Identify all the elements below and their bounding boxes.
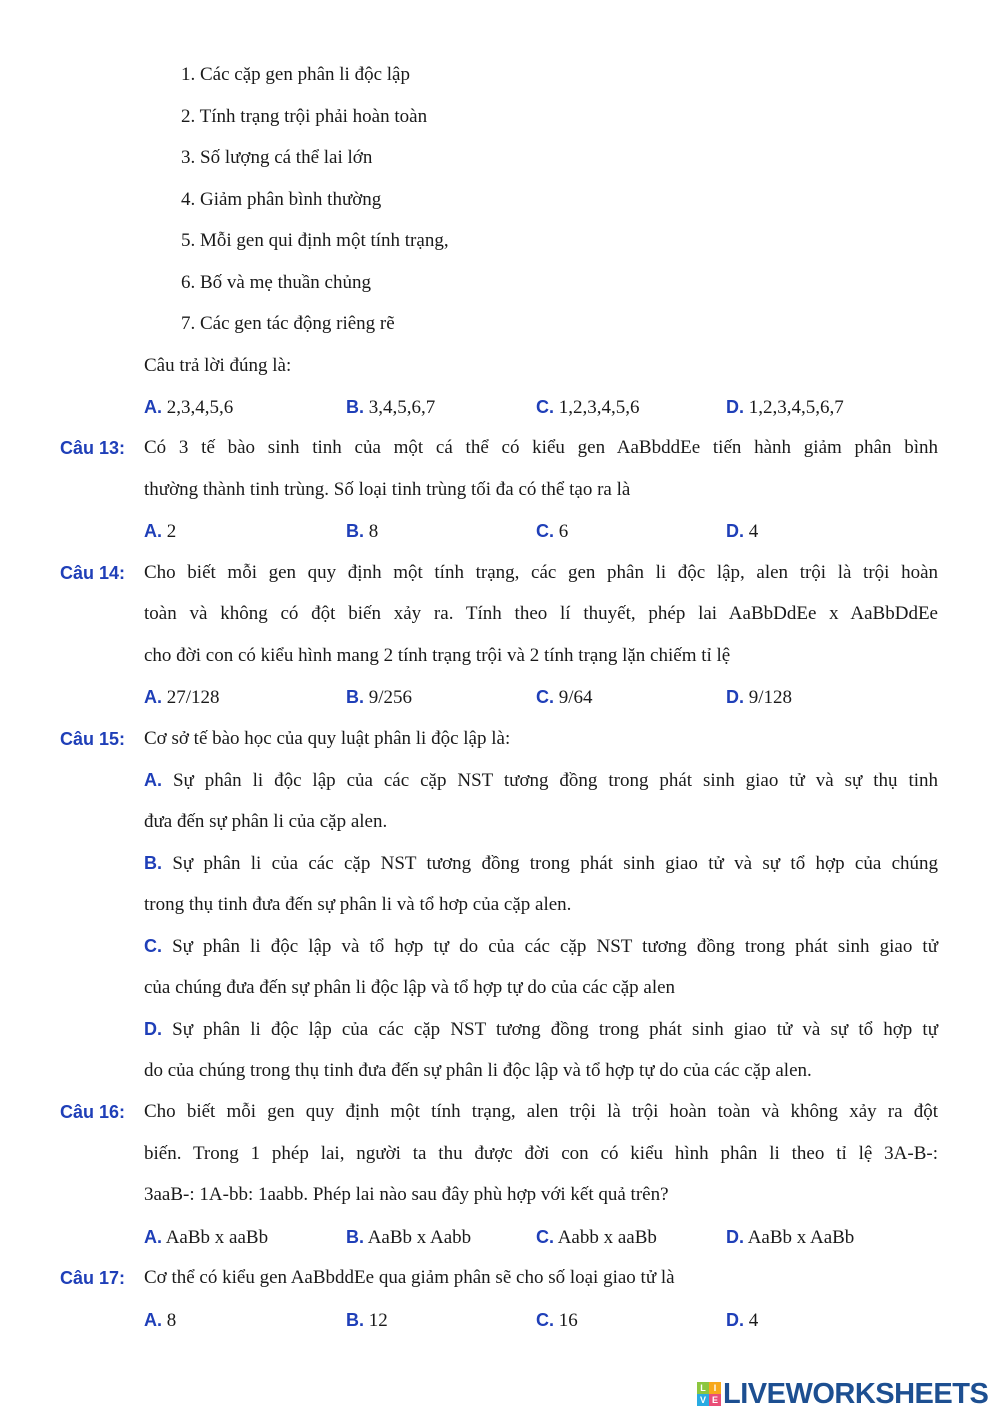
intro-item-6: 6. Bố và mẹ thuần chủng (181, 272, 371, 293)
option-label: A. (144, 1310, 162, 1330)
q14-option-a[interactable] (144, 685, 220, 710)
q17-option-b[interactable] (346, 1308, 388, 1333)
intro-item-4: 4. Giảm phân bình thường (181, 189, 382, 210)
q14-option-c[interactable] (536, 685, 593, 710)
option-text: 8 (368, 521, 379, 542)
q13-option-a[interactable] (144, 519, 176, 544)
q17-option-a[interactable] (144, 1308, 176, 1333)
intro-item-3: 3. Số lượng cá thể lai lớn (181, 147, 373, 168)
option-label: C. (536, 1310, 554, 1330)
q13-option-b[interactable] (346, 519, 378, 544)
q17-option-d[interactable] (726, 1308, 758, 1333)
q16-number: Câu 16: (60, 1102, 126, 1122)
badge-letter-v: V (697, 1394, 709, 1406)
q15-option-d[interactable] (144, 1017, 938, 1042)
option-text: 9/64 (558, 687, 593, 708)
q15-option-a-cont: đưa đến sự phân li của cặp alen. (144, 811, 388, 832)
option-label: C. (536, 397, 554, 417)
option-text: Sự phân li của các cặp NST tương đồng trong phát sinh giao tử và sự tổ hợp của chúng (172, 853, 939, 874)
q14-line-1: Cho biết mỗi gen quy định một tính trạng, các gen phân li độc lập, alen trội là trội hoàn (144, 562, 938, 583)
q13-line-1: Có 3 tế bào sinh tinh của một cá thể có kiểu gen AaBbddEe tiến hành giảm phân bình (144, 437, 938, 458)
option-label: B. (346, 1310, 364, 1330)
q17-number: Câu 17: (60, 1268, 126, 1288)
q12-option-b[interactable] (346, 395, 435, 420)
logo-brand-text: LIVEWORKSHEETS (723, 1377, 989, 1410)
q15-option-b-cont: trong thụ tinh đưa đến sự phân li và tổ hơp của cặp alen. (144, 894, 572, 915)
liveworksheets-logo (697, 1378, 988, 1410)
q12-prompt: Câu trả lời đúng là: (144, 355, 292, 376)
q17-option-c[interactable] (536, 1308, 578, 1333)
option-text: AaBb x AaBb (747, 1227, 855, 1248)
q13-option-c[interactable] (536, 519, 568, 544)
badge-letter-e: E (709, 1394, 721, 1406)
q15-option-c[interactable] (144, 934, 938, 959)
option-text: 16 (558, 1310, 578, 1331)
q16-option-a[interactable] (144, 1225, 268, 1250)
q12-option-c[interactable] (536, 395, 640, 420)
q12-option-a[interactable] (144, 395, 233, 420)
option-label: B. (346, 521, 364, 541)
option-label: D. (726, 687, 744, 707)
q15-option-d-cont: do của chúng trong thụ tinh đưa đến sự phân li độc lập và tổ hợp tự do của các cặp alen. (144, 1060, 812, 1081)
option-text: Sự phân li độc lập và tổ hợp tự do của các cặp NST tương đồng trong phát sinh giao tử (172, 936, 939, 957)
option-label: D. (726, 1227, 744, 1247)
q17-stem: Cơ thể có kiểu gen AaBbddEe qua giảm phân sẽ cho số loại giao tử là (144, 1267, 675, 1288)
option-label: C. (536, 1227, 554, 1247)
q13-number: Câu 13: (60, 438, 126, 458)
option-label: A. (144, 687, 162, 707)
option-text: Aabb x aaBb (557, 1227, 657, 1248)
option-text: 12 (368, 1310, 388, 1331)
option-text: AaBb x Aabb (367, 1227, 472, 1248)
q15-option-c-cont: của chúng đưa đến sự phân li độc lập và tổ hợp tự do của các cặp alen (144, 977, 676, 998)
option-text: 3,4,5,6,7 (368, 397, 436, 418)
option-text: AaBb x aaBb (165, 1227, 269, 1248)
q16-option-c[interactable] (536, 1225, 657, 1250)
q16-line-3: 3aaB-: 1A-bb: 1aabb. Phép lai nào sau đây phù hợp với kết quả trên? (144, 1184, 669, 1205)
q14-line-2: toàn và không có đột biến xảy ra. Tính theo lí thuyết, phép lai AaBbDdEe x AaBbDdEe (144, 603, 938, 624)
logo-badge-icon (697, 1382, 721, 1406)
intro-item-1: 1. Các cặp gen phân li độc lập (181, 64, 410, 85)
option-text: 8 (166, 1310, 177, 1331)
option-label: D. (726, 397, 744, 417)
badge-letter-i: I (709, 1382, 721, 1394)
option-text: 4 (748, 521, 759, 542)
option-text: 27/128 (166, 687, 220, 708)
badge-letter-l: L (697, 1382, 709, 1394)
option-text: 2 (166, 521, 177, 542)
option-label: C. (536, 687, 554, 707)
option-label: A. (144, 397, 162, 417)
option-text: 6 (558, 521, 569, 542)
q13-line-2: thường thành tinh trùng. Số loại tinh trùng tối đa có thể tạo ra là (144, 479, 631, 500)
option-label: D. (144, 1019, 162, 1039)
q15-stem: Cơ sở tế bào học của quy luật phân li độc lập là: (144, 728, 511, 749)
option-label: C. (536, 521, 554, 541)
option-label: B. (346, 397, 364, 417)
q15-option-a[interactable] (144, 768, 938, 793)
option-text: 4 (748, 1310, 759, 1331)
option-text: Sự phân li độc lập của các cặp NST tương đồng trong phát sinh giao tử và sự tổ hợp tự (172, 1019, 939, 1040)
option-text: 1,2,3,4,5,6,7 (748, 397, 844, 418)
q14-option-d[interactable] (726, 685, 792, 710)
option-label: B. (144, 853, 162, 873)
option-label: B. (346, 687, 364, 707)
option-text: 9/256 (368, 687, 413, 708)
q16-line-1: Cho biết mỗi gen quy định một tính trạng, alen trội là trội hoàn toàn và không xảy ra đột (144, 1101, 938, 1122)
q16-line-2: biến. Trong 1 phép lai, người ta thu được đời con có kiểu hình phân li theo tỉ lệ 3A-B-: (144, 1143, 938, 1164)
q16-option-b[interactable] (346, 1225, 471, 1250)
q14-line-3: cho đời con có kiểu hình mang 2 tính trạng trội và 2 tính trạng lặn chiếm tỉ lệ (144, 645, 731, 666)
q13-option-d[interactable] (726, 519, 758, 544)
intro-item-7: 7. Các gen tác động riêng rẽ (181, 313, 395, 334)
option-label: A. (144, 521, 162, 541)
q14-option-b[interactable] (346, 685, 412, 710)
option-text: 2,3,4,5,6 (166, 397, 234, 418)
q15-number: Câu 15: (60, 729, 126, 749)
q16-option-d[interactable] (726, 1225, 854, 1250)
option-label: A. (144, 1227, 162, 1247)
option-text: 9/128 (748, 687, 793, 708)
option-label: D. (726, 521, 744, 541)
q12-option-d[interactable] (726, 395, 844, 420)
option-label: C. (144, 936, 162, 956)
q14-number: Câu 14: (60, 563, 126, 583)
option-label: A. (144, 770, 162, 790)
option-label: B. (346, 1227, 364, 1247)
intro-item-5: 5. Mỗi gen qui định một tính trạng, (181, 230, 449, 251)
option-text: 1,2,3,4,5,6 (558, 397, 640, 418)
intro-item-2: 2. Tính trạng trội phải hoàn toàn (181, 106, 428, 127)
q15-option-b[interactable] (144, 851, 938, 876)
option-text: Sự phân li độc lập của các cặp NST tương đồng trong phát sinh giao tử và sự thụ tinh (172, 770, 939, 791)
option-label: D. (726, 1310, 744, 1330)
